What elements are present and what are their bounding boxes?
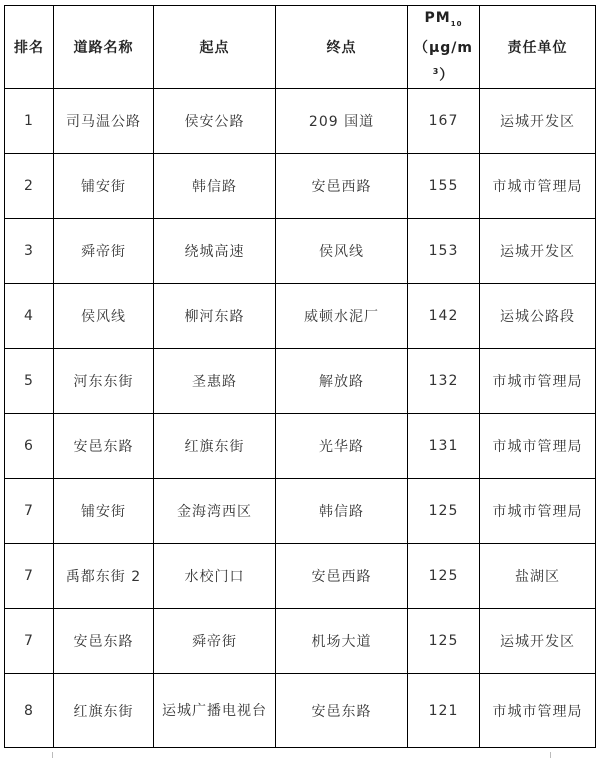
cell-responsible-unit: 运城开发区: [480, 609, 596, 674]
cell-pm10: 125: [408, 479, 480, 544]
table-row: [5, 479, 596, 544]
cell-pm10: 142: [408, 284, 480, 349]
cell-responsible-unit: 市城市管理局: [480, 154, 596, 219]
header-pm-unit-close: ）: [439, 67, 455, 84]
header-pm10: [408, 6, 480, 89]
table-row: [5, 284, 596, 349]
cell-rank: 7: [5, 544, 54, 609]
cell-road-name: 安邑东路: [54, 609, 154, 674]
table-row: [5, 414, 596, 479]
cell-responsible-unit: 市城市管理局: [480, 414, 596, 479]
cell-road-name: 侯风线: [54, 284, 154, 349]
cell-end-point: 安邑西路: [276, 544, 408, 609]
cell-start-point: 金海湾西区: [154, 479, 276, 544]
header-pm-unit-open: （μg/m: [413, 40, 474, 57]
cell-end-point: 209 国道: [276, 89, 408, 154]
cell-pm10: 131: [408, 414, 480, 479]
table-row: [5, 674, 596, 748]
header-road-name: 道路名称: [54, 6, 154, 89]
table-row: [5, 609, 596, 674]
cell-end-point: 机场大道: [276, 609, 408, 674]
header-rank: 排名: [5, 6, 54, 89]
cell-start-point: 柳河东路: [154, 284, 276, 349]
cell-responsible-unit: 市城市管理局: [480, 674, 596, 748]
cell-end-point: 安邑东路: [276, 674, 408, 748]
cell-pm10: 125: [408, 544, 480, 609]
cell-start-point: 绕城高速: [154, 219, 276, 284]
header-responsible-unit: 责任单位: [480, 6, 596, 89]
cell-rank: 4: [5, 284, 54, 349]
cell-road-name: 司马温公路: [54, 89, 154, 154]
cell-road-name: 红旗东街: [54, 674, 154, 748]
cell-end-point: 安邑西路: [276, 154, 408, 219]
cell-start-point: 韩信路: [154, 154, 276, 219]
cell-rank: 1: [5, 89, 54, 154]
cell-end-point: 威顿水泥厂: [276, 284, 408, 349]
cell-start-point: 运城广播电视台: [154, 674, 276, 748]
cell-end-point: 解放路: [276, 349, 408, 414]
cell-start-point: 红旗东街: [154, 414, 276, 479]
cell-rank: 5: [5, 349, 54, 414]
header-end-point: 终点: [276, 6, 408, 89]
cell-pm10: 153: [408, 219, 480, 284]
cell-end-point: 韩信路: [276, 479, 408, 544]
cell-road-name: 安邑东路: [54, 414, 154, 479]
table-row: [5, 219, 596, 284]
header-pm-unit-sup: 3: [432, 67, 440, 77]
cell-rank: 8: [5, 674, 54, 748]
cell-responsible-unit: 运城公路段: [480, 284, 596, 349]
cell-responsible-unit: 市城市管理局: [480, 479, 596, 544]
page-edge-mark-right: [550, 752, 551, 758]
cell-start-point: 水校门口: [154, 544, 276, 609]
table-row: [5, 544, 596, 609]
cell-pm10: 155: [408, 154, 480, 219]
cell-rank: 3: [5, 219, 54, 284]
table-header-row: [5, 6, 596, 89]
cell-road-name: 河东东街: [54, 349, 154, 414]
cell-road-name: 铺安街: [54, 154, 154, 219]
cell-rank: 2: [5, 154, 54, 219]
cell-pm10: 121: [408, 674, 480, 748]
cell-rank: 6: [5, 414, 54, 479]
pm10-ranking-table: [4, 5, 596, 748]
cell-pm10: 167: [408, 89, 480, 154]
cell-start-point: 圣惠路: [154, 349, 276, 414]
cell-rank: 7: [5, 479, 54, 544]
cell-road-name: 禹都东街 2: [54, 544, 154, 609]
header-pm-subscript: 10: [450, 20, 463, 29]
cell-road-name: 舜帝街: [54, 219, 154, 284]
cell-responsible-unit: 市城市管理局: [480, 349, 596, 414]
table-row: [5, 89, 596, 154]
cell-pm10: 132: [408, 349, 480, 414]
cell-responsible-unit: 运城开发区: [480, 219, 596, 284]
cell-responsible-unit: 运城开发区: [480, 89, 596, 154]
cell-start-point: 舜帝街: [154, 609, 276, 674]
table-row: [5, 349, 596, 414]
cell-road-name: 铺安街: [54, 479, 154, 544]
header-pm-label: PM: [424, 10, 451, 27]
cell-responsible-unit: 盐湖区: [480, 544, 596, 609]
cell-end-point: 侯风线: [276, 219, 408, 284]
cell-start-point: 侯安公路: [154, 89, 276, 154]
cell-pm10: 125: [408, 609, 480, 674]
table-row: [5, 154, 596, 219]
header-start-point: 起点: [154, 6, 276, 89]
cell-rank: 7: [5, 609, 54, 674]
page-edge-mark-left: [52, 752, 53, 758]
cell-end-point: 光华路: [276, 414, 408, 479]
